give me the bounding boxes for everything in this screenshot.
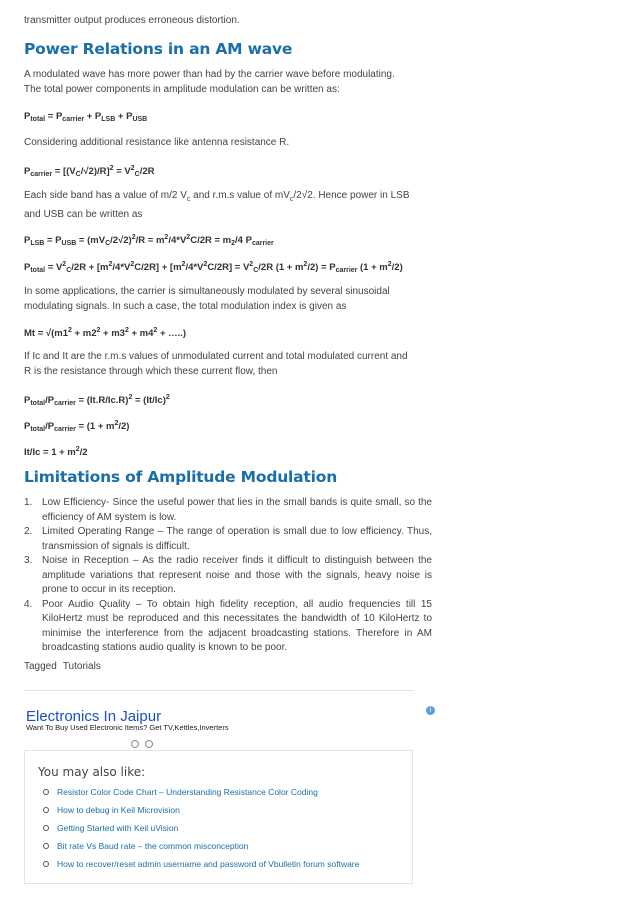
intro-fragment: transmitter output produces erroneous distortion.	[24, 15, 240, 26]
section-heading-limitations: Limitations of Amplitude Modulation	[24, 468, 338, 486]
related-link[interactable]: Bit rate Vs Baud rate – the common misconception	[57, 841, 249, 851]
limitations-list	[24, 496, 432, 656]
bullet-icon	[43, 825, 49, 831]
paragraph-side-band: Each side band has a value of m/2 $V_c$ and r.m.s value of $mV_c/2√2$. Hence power in LSB and USB can be written as	[24, 190, 410, 220]
related-link[interactable]: How to debug in Keil Microvision	[57, 805, 180, 815]
list-item: 4. Poor Audio Quality – To obtain high fidelity reception, all audio frequencies till 15 KiloHertz must be reproduced and this necessitates the bandwidth of 10 KiloHertz to minimise the interference from the adjacent broadcasting stations. Therefore in AM broadcasting stations audio quality is known to be poor.	[24, 598, 432, 653]
related-link[interactable]: Getting Started with Keil uVision	[57, 823, 179, 833]
list-item	[38, 801, 359, 819]
formula-modulation-index: $Mt = √(m1^2 + m2^2 + m3^2 + m4^2$ + …..)	[24, 327, 187, 339]
formula-carrier-power: $P_{carrier} = [(V_C/√2)/R]^2 = V^2_C/2R$	[24, 165, 155, 178]
formula-power-ratio-m: $P_{total}/P_{carrier} = (1 + m^2/2)$	[24, 420, 130, 433]
bullet-icon	[43, 861, 49, 867]
paragraph-multiple-signals: In some applications, the carrier is simultaneously modulated by several sinusoidal modulating signals. In such a case, the total modulation index is given as	[24, 286, 390, 312]
related-posts	[24, 750, 413, 884]
formula-power-ratio: $P_{total}/P_{carrier} = (It.R/Ic.R)^2 = (It/Ic)^2$	[24, 394, 170, 407]
section-heading-power-relations: Power Relations in an AM wave	[24, 40, 293, 58]
tag-link-tutorials[interactable]: Tutorials	[62, 661, 101, 672]
list-item	[38, 855, 359, 873]
list-item	[38, 783, 359, 801]
formula-current-ratio: $It/Ic = 1 + m^2/2$	[24, 446, 88, 458]
paragraph-power-intro: A modulated wave has more power than had by the carrier wave before modulating. The total power components in amplitude modulation can be written as:	[24, 69, 395, 95]
tags-row	[24, 661, 101, 672]
paragraph-currents: If Ic and It are the r.m.s values of unmodulated current and total modulated current and R is the resistance through which these current flow, then	[24, 351, 408, 377]
ad-title[interactable]: Electronics In Jaipur	[26, 708, 162, 725]
related-link[interactable]: How to recover/reset admin username and password of Vbulletin forum software	[57, 859, 360, 869]
ad-info-icon[interactable]: i	[426, 706, 435, 715]
tags-label: Tagged	[24, 661, 57, 672]
formula-total-power-expanded: $P_{total} = V^2_C/2R + [m^2/4*V^2C/2R] + [m^2/4*V^2C/2R] = V^2_C/2R$ $(1 + m^2/2) = P_{carrier}$ $(1 + m^2/2)$	[24, 261, 403, 274]
carousel-dot-icon[interactable]	[131, 740, 139, 748]
formula-total-power: $P_{total} = P_{carrier} + P_{LSB} + P_{USB}$	[24, 111, 148, 123]
bullet-icon	[43, 789, 49, 795]
related-link[interactable]: Resistor Color Code Chart – Understanding Resistance Color Coding	[57, 787, 318, 797]
bullet-icon	[43, 843, 49, 849]
formula-sideband-power: $P_{LSB} = P_{USB} = (mV_C/2√2)^2/R = m^2/4*V^2C/2R = m_2/4$ $P_{carrier}$	[24, 234, 274, 247]
paragraph-antenna-resistance: Considering additional resistance like antenna resistance R.	[24, 137, 290, 148]
bullet-icon	[43, 807, 49, 813]
list-item	[38, 819, 359, 837]
list-item: 3. Noise in Reception – As the radio receiver finds it difficult to distinguish between the amplitude variations that represent noise and those with the signals, heavy noise is prone to occur in its reception.	[24, 555, 432, 595]
list-item: 2. Limited Operating Range – The range of operation is small due to low efficiency. Thus, transmission of signals is difficult.	[24, 526, 432, 552]
list-item	[38, 837, 359, 855]
list-item: 1. Low Efficiency- Since the useful power that lies in the small bands is quite small, so the efficiency of AM system is low.	[24, 497, 432, 523]
carousel-dot-icon[interactable]	[145, 740, 153, 748]
ad-banner[interactable]	[24, 702, 438, 742]
ad-description[interactable]: Want To Buy Used Electronic Items? Get TV,Kettles,Inverters	[26, 723, 229, 732]
divider	[24, 690, 414, 691]
related-heading: You may also like:	[38, 765, 146, 779]
related-list	[38, 783, 359, 873]
